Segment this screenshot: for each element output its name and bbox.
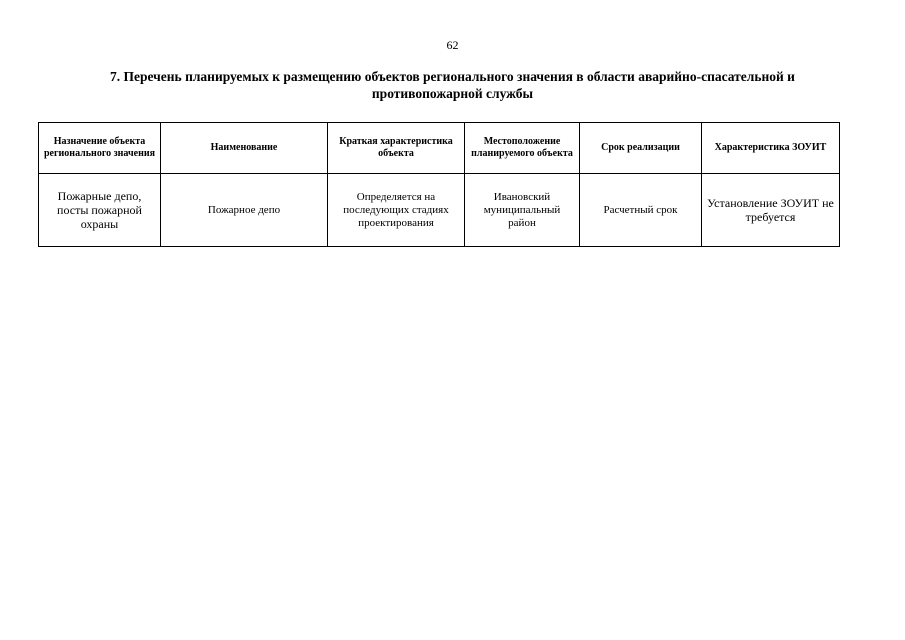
section-title	[40, 68, 865, 102]
page-number: 62	[446, 38, 459, 52]
header-description: Краткая характеристика объекта	[328, 123, 465, 174]
table-row	[39, 174, 840, 247]
cell-zouit: Установление ЗОУИТ не требуется	[702, 174, 840, 247]
cell-location: Ивановский муниципальный район	[465, 174, 580, 247]
header-purpose: Назначение объекта регионального значения	[39, 123, 161, 174]
objects-table	[38, 122, 840, 247]
header-term: Срок реализации	[580, 123, 702, 174]
section-title-line-1: 7. Перечень планируемых к размещению объектов регионального значения в области аварийно-спасательной и	[110, 69, 795, 84]
header-location: Местоположение планируемого объекта	[465, 123, 580, 174]
cell-term: Расчетный срок	[580, 174, 702, 247]
cell-name: Пожарное депо	[161, 174, 328, 247]
header-name: Наименование	[161, 123, 328, 174]
section-title-line-2: противопожарной службы	[371, 86, 534, 101]
table-header-row	[39, 123, 840, 174]
cell-description: Определяется на последующих стадиях проектирования	[328, 174, 465, 247]
cell-purpose: Пожарные депо, посты пожарной охраны	[39, 174, 161, 247]
header-zouit: Характеристика ЗОУИТ	[702, 123, 840, 174]
